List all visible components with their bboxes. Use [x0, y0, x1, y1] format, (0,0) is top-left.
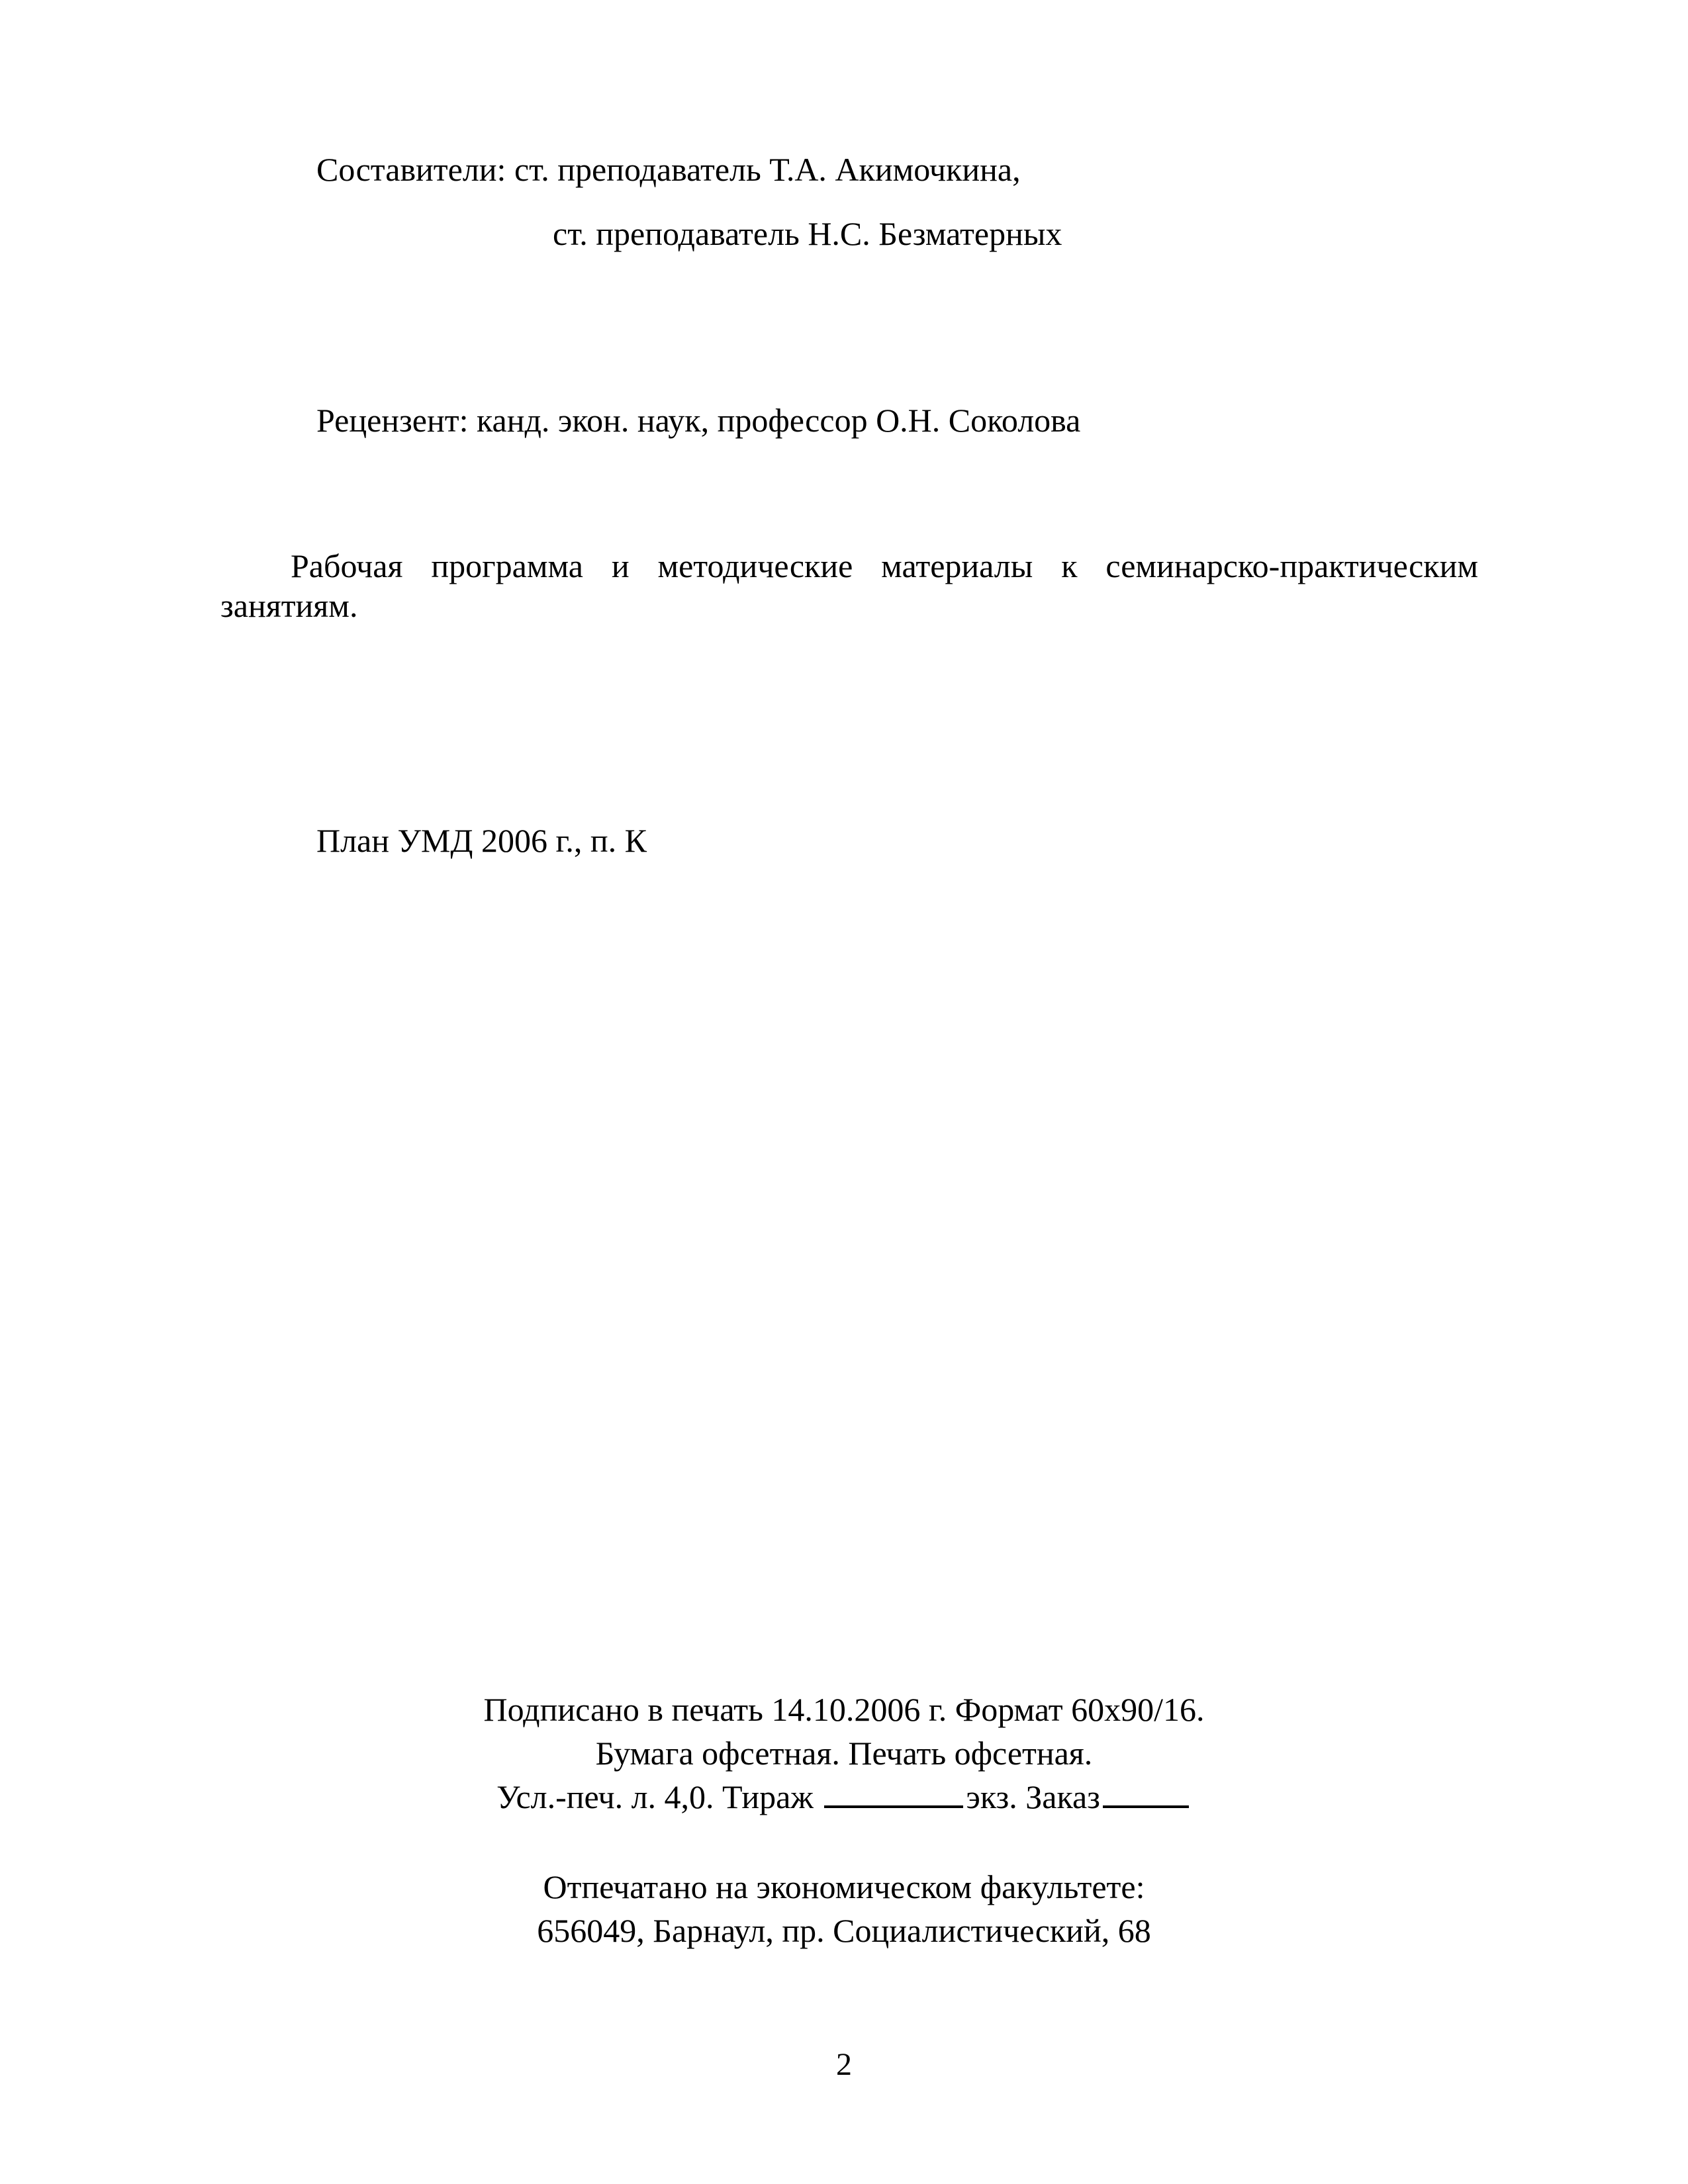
imprint-volume	[0, 1775, 1688, 1819]
printer-address: 656049, Барнаул, пр. Социалистический, 68	[537, 1912, 1151, 1949]
imprint-paper: Бумага офсетная. Печать офсетная.	[595, 1735, 1093, 1772]
imprint-signed: Подписано в печать 14.10.2006 г. Формат 60х90/16.	[483, 1691, 1205, 1728]
imprint-copies-label: экз. Заказ	[966, 1778, 1100, 1815]
page-number: 2	[836, 2047, 852, 2082]
program-description: Рабочая программа и методические материалы к семинарско-практическим занятиям.	[220, 547, 1478, 624]
order-blank-line	[1103, 1776, 1189, 1808]
imprint-block	[0, 1688, 1688, 1819]
copies-blank-line	[824, 1776, 963, 1808]
printed-at: Отпечатано на экономическом факультете:	[543, 1868, 1145, 1905]
reviewer-line: Рецензент: канд. экон. наук, профессор О.Н. Соколова	[316, 402, 1081, 439]
plan-line: План УМД 2006 г., п. К	[316, 822, 647, 859]
imprint-volume-prefix: Усл.-печ. л. 4,0. Тираж	[496, 1778, 822, 1815]
compilers-line-1: Составители: ст. преподаватель Т.А. Акимочкина,	[316, 151, 1021, 188]
printer-block	[0, 1865, 1688, 1952]
compilers-line-2: ст. преподаватель Н.С. Безматерных	[553, 215, 1062, 252]
